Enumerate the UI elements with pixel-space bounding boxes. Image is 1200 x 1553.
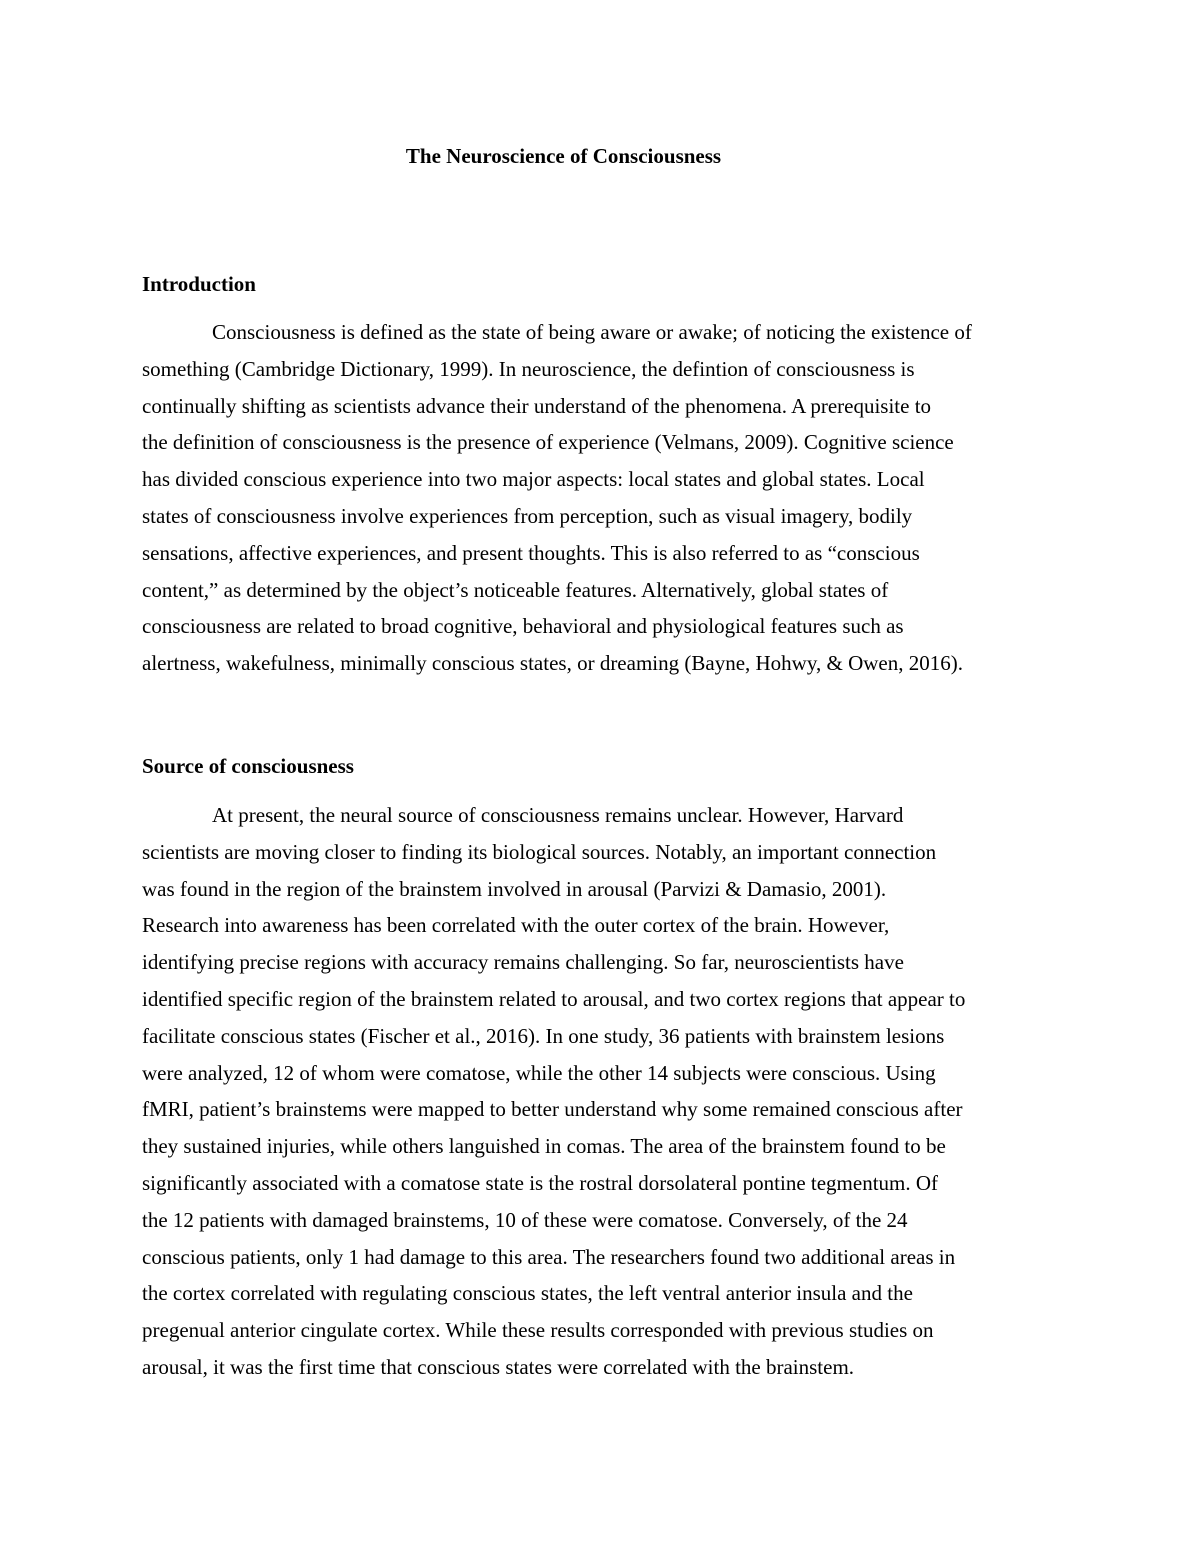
source-paragraph [142, 797, 1062, 1386]
text-line: significantly associated with a comatose state is the rostral dorsolateral pontine tegmentum. Of [142, 1170, 939, 1195]
text-line: the cortex correlated with regulating conscious states, the left ventral anterior insula and the [142, 1281, 913, 1306]
text-line: facilitate conscious states (Fischer et al., 2016). In one study, 36 patients with brainstem lesions [142, 1023, 945, 1048]
document-title: The Neuroscience of Consciousness [405, 144, 722, 168]
text-line: arousal, it was the first time that conscious states were correlated with the brainstem. [142, 1354, 855, 1379]
text-line: sensations, affective experiences, and present thoughts. This is also referred to as “conscious [142, 540, 920, 565]
text-line: continually shifting as scientists advance their understand of the phenomena. A prerequisite to [142, 393, 932, 418]
text-line: states of consciousness involve experiences from perception, such as visual imagery, bodily [142, 503, 913, 528]
text-line: the 12 patients with damaged brainstems, 10 of these were comatose. Conversely, of the 24 [142, 1207, 908, 1232]
text-line: was found in the region of the brainstem involved in arousal (Parvizi & Damasio, 2001). [142, 876, 887, 901]
text-line: has divided conscious experience into two major aspects: local states and global states. Local [142, 467, 925, 492]
introduction-paragraph [142, 314, 1062, 682]
section-heading-introduction: Introduction [142, 272, 256, 296]
text-line: pregenual anterior cingulate cortex. While these results corresponded with previous studies on [142, 1318, 934, 1343]
text-line: something (Cambridge Dictionary, 1999). In neuroscience, the defintion of consciousness is [142, 356, 915, 381]
text-line: alertness, wakefulness, minimally conscious states, or dreaming (Bayne, Hohwy, & Owen, 2016). [142, 651, 963, 676]
text-line: they sustained injuries, while others languished in comas. The area of the brainstem found to be [142, 1134, 946, 1159]
text-line: content,” as determined by the object’s noticeable features. Alternatively, global states of [142, 577, 889, 602]
text-line: Consciousness is defined as the state of being aware or awake; of noticing the existence of [212, 320, 972, 344]
text-line: identifying precise regions with accuracy remains challenging. So far, neuroscientists have [142, 950, 904, 975]
text-line: identified specific region of the brainstem related to arousal, and two cortex regions that appear to [142, 986, 966, 1011]
text-line: fMRI, patient’s brainstems were mapped to better understand why some remained conscious after [142, 1097, 963, 1122]
text-line: the definition of consciousness is the presence of experience (Velmans, 2009). Cognitive science [142, 430, 954, 455]
text-line: conscious patients, only 1 had damage to this area. The researchers found two additional areas in [142, 1244, 956, 1269]
text-line: scientists are moving closer to finding its biological sources. Notably, an important connection [142, 839, 937, 864]
text-line: Research into awareness has been correlated with the outer cortex of the brain. However, [142, 913, 890, 938]
text-line: consciousness are related to broad cognitive, behavioral and physiological features such as [142, 614, 904, 639]
text-line: At present, the neural source of consciousness remains unclear. However, Harvard [212, 803, 904, 827]
text-line: were analyzed, 12 of whom were comatose, while the other 14 subjects were conscious. Using [142, 1060, 936, 1085]
section-heading-source-of-consciousness: Source of consciousness [142, 754, 354, 778]
